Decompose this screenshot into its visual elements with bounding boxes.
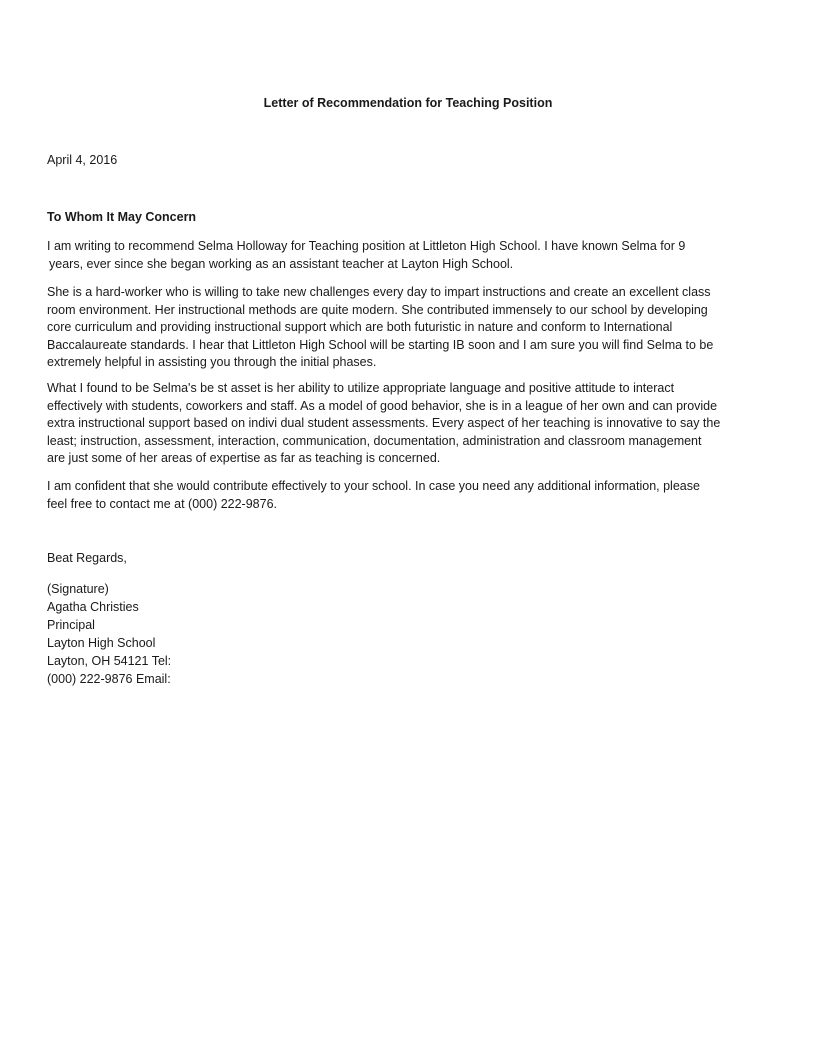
paragraph-line: I am confident that she would contribute effectively to your school. In case you need any additional information, please (47, 479, 700, 493)
paragraph-line: extremely helpful in assisting you through the initial phases. (47, 355, 377, 369)
signature-line: (000) 222-9876 Email: (47, 672, 171, 686)
signature-line: Principal (47, 618, 95, 632)
paragraph-line: What I found to be Selma's be st asset is her ability to utilize appropriate language and positive attitude to interact (47, 381, 675, 395)
paragraph-4 (47, 478, 762, 513)
paragraph-line: years, ever since she began working as an assistant teacher at Layton High School. (49, 256, 514, 271)
letter-title: Letter of Recommendation for Teaching Position (263, 96, 553, 110)
closing: Beat Regards, (47, 551, 127, 565)
paragraph-line: I am writing to recommend Selma Holloway for Teaching position at Littleton High School. I have known Selma for 9 (47, 239, 686, 253)
paragraph-line: extra instructional support based on indivi dual student assessments. Every aspect of her teaching is innovative to say the (47, 416, 721, 430)
signature-line: Layton High School (47, 636, 156, 650)
signature-line: Layton, OH 54121 Tel: (47, 654, 172, 668)
paragraph-line: room environment. Her instructional methods are quite modern. She contributed immensely to our school by developing (47, 302, 708, 317)
paragraph-line: are just some of her areas of expertise as far as teaching is concerned. (47, 451, 441, 465)
signature-line: (Signature) (47, 582, 109, 596)
paragraph-line: least; instruction, assessment, interaction, communication, documentation, administration and classroom management (47, 433, 702, 448)
signature-line: Agatha Christies (47, 600, 139, 614)
paragraph-3 (47, 380, 762, 468)
paragraph-line: She is a hard-worker who is willing to take new challenges every day to impart instructions and create an excellent class (47, 285, 711, 299)
paragraph-line: core curriculum and providing instructional support which are both futuristic in nature and conform to International (47, 320, 673, 334)
signature-block (47, 580, 171, 688)
paragraph-line: feel free to contact me at (000) 222-9876. (47, 496, 277, 511)
salutation: To Whom It May Concern (47, 210, 197, 224)
paragraph-2 (47, 284, 762, 372)
paragraph-line: effectively with students, coworkers and staff. As a model of good behavior, she is in a league of her own and can provide (47, 398, 718, 413)
paragraph-1 (47, 238, 762, 273)
paragraph-line: Baccalaureate standards. I hear that Littleton High School will be starting IB soon and I am sure you will find Selma to be (47, 337, 714, 352)
letter-date: April 4, 2016 (47, 153, 118, 167)
